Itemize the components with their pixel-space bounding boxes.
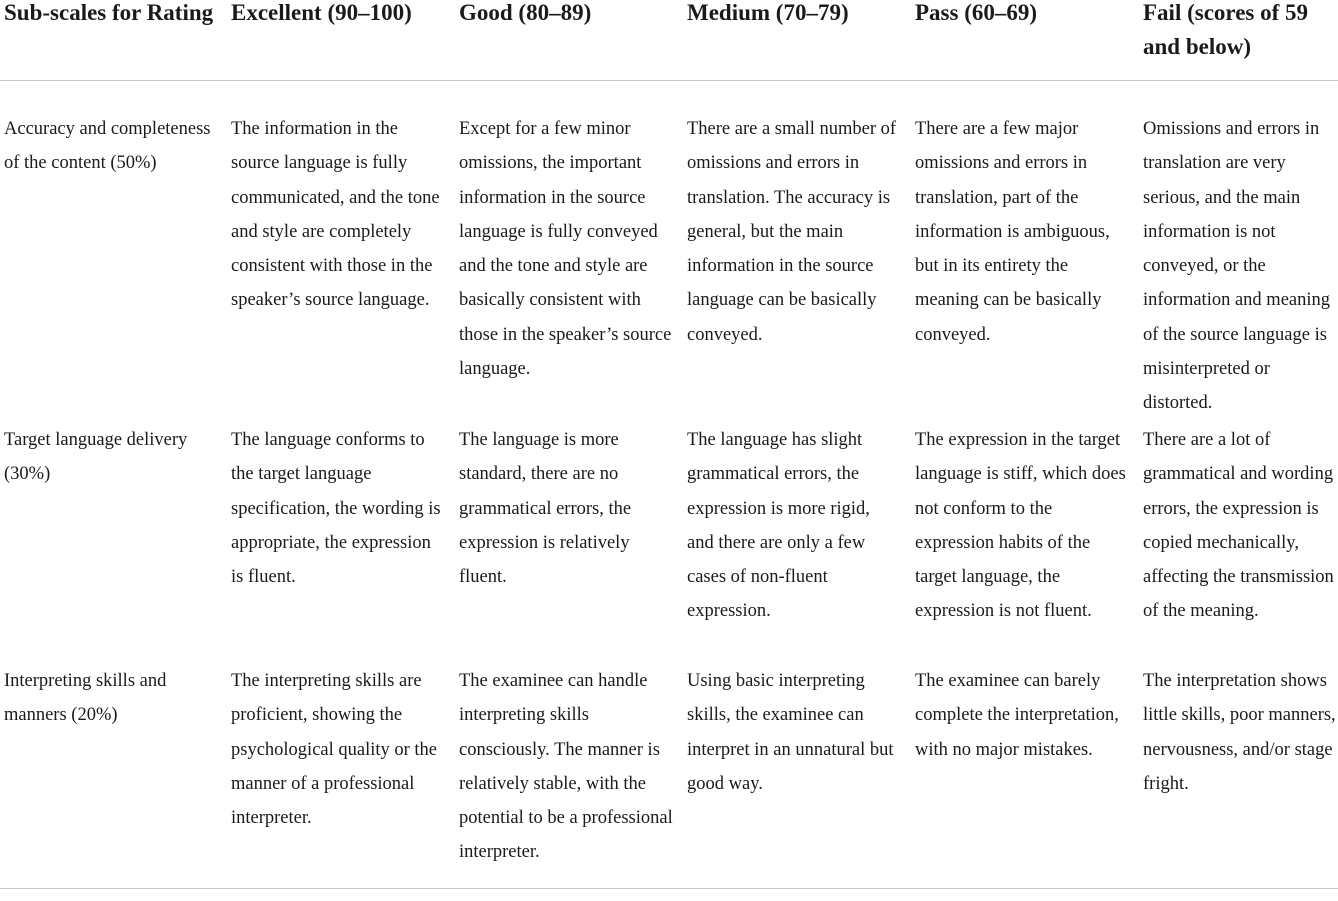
table-row xyxy=(0,664,1338,889)
header-medium: Medium (70–79) xyxy=(687,0,849,25)
row-medium: Using basic interpreting skills, the examinee can interpret in an unnatural but good way. xyxy=(687,671,894,794)
row-excellent: The language conforms to the target language specification, the wording is appropriate, the expression is fluent. xyxy=(231,430,441,588)
header-excellent: Excellent (90–100) xyxy=(231,0,412,25)
header-good: Good (80–89) xyxy=(459,0,592,25)
row-subscale: Target language delivery (30%) xyxy=(4,430,188,485)
row-pass: The examinee can barely complete the interpretation, with no major mistakes. xyxy=(915,671,1119,760)
row-fail: The interpretation shows little skills, poor manners, nervousness, and/or stage fright. xyxy=(1143,671,1336,794)
row-fail: There are a lot of grammatical and wording errors, the expression is copied mechanically, affecting the transmission of the meaning. xyxy=(1143,430,1334,622)
row-fail: Omissions and errors in translation are very serious, and the main information is not conveyed, or the information and meaning of the source language is misinterpreted or distorted. xyxy=(1143,119,1331,414)
row-good: The examinee can handle interpreting skills consciously. The manner is relatively stable, with the potential to be a professional interpreter. xyxy=(459,671,673,863)
row-subscale: Accuracy and completeness of the content (50%) xyxy=(4,119,211,174)
header-fail: Fail (scores of 59 and below) xyxy=(1143,0,1309,59)
row-pass: There are a few major omissions and errors in translation, part of the information is ambiguous, but in its entirety the meaning can be basically conveyed. xyxy=(915,119,1110,345)
table-row xyxy=(0,423,1338,664)
row-subscale: Interpreting skills and manners (20%) xyxy=(4,671,167,726)
table-header-row xyxy=(0,0,1338,81)
row-pass: The expression in the target language is stiff, which does not conform to the expression habits of the target language, the expression is not fluent. xyxy=(915,430,1126,622)
header-pass: Pass (60–69) xyxy=(915,0,1038,25)
row-medium: There are a small number of omissions and errors in translation. The accuracy is general, but the main information in the source language can be basically conveyed. xyxy=(687,119,897,345)
row-excellent: The information in the source language is fully communicated, and the tone and style are completely consistent with those in the speaker’s source language. xyxy=(231,119,440,311)
table-row xyxy=(0,81,1338,423)
row-medium: The language has slight grammatical errors, the expression is more rigid, and there are only a few cases of non-fluent expression. xyxy=(687,430,870,622)
row-good: Except for a few minor omissions, the important information in the source language is fully conveyed and the tone and style are basically consistent with those in the speaker’s source language. xyxy=(459,119,672,380)
row-good: The language is more standard, there are no grammatical errors, the expression is relatively fluent. xyxy=(459,430,632,588)
header-subscales: Sub-scales for Rating xyxy=(4,0,214,25)
row-excellent: The interpreting skills are proficient, showing the psychological quality or the manner of a professional interpreter. xyxy=(231,671,438,829)
